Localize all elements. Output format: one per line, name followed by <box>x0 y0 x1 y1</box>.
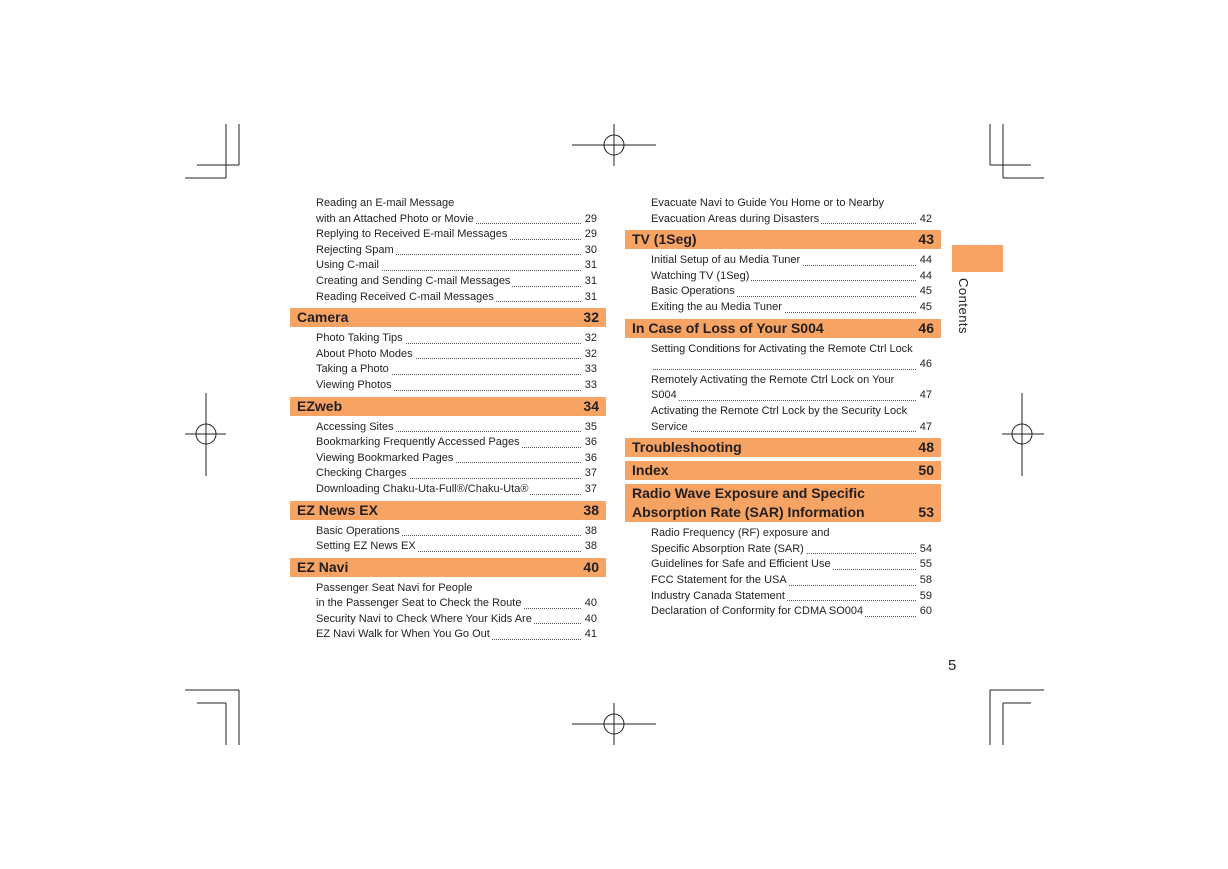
toc-entry[interactable] <box>625 542 941 558</box>
section-title: TV (1Seg) <box>632 231 697 248</box>
entry-title: Basic Operations <box>316 524 400 537</box>
chapter-tab <box>952 245 1003 272</box>
section-page-number: 53 <box>918 504 934 521</box>
section-page-number: 34 <box>583 397 599 414</box>
entry-page-number: 58 <box>917 573 932 589</box>
entry-title: Activating the Remote Ctrl Lock by the Security Lock <box>651 404 908 417</box>
toc-section-heading[interactable] <box>290 558 606 577</box>
entry-title: Rejecting Spam <box>316 243 394 256</box>
toc-entry[interactable] <box>625 573 941 589</box>
section-title: Troubleshooting <box>632 439 742 456</box>
entry-title: Guidelines for Safe and Efficient Use <box>651 558 831 571</box>
section-title: Index <box>632 462 669 479</box>
toc-entry[interactable] <box>625 420 941 436</box>
toc-entry[interactable] <box>290 378 606 394</box>
toc-entry-line <box>290 196 606 212</box>
toc-entry[interactable] <box>290 227 606 243</box>
toc-section-heading[interactable] <box>625 484 941 522</box>
entry-title: Creating and Sending C-mail Messages <box>316 274 511 287</box>
section-page-number: 43 <box>918 231 934 248</box>
toc-entry[interactable] <box>625 300 941 316</box>
toc-entry[interactable] <box>625 212 941 228</box>
toc-right-column <box>625 196 941 620</box>
section-page-number: 40 <box>583 558 599 575</box>
entry-page-number: 32 <box>582 331 597 347</box>
toc-entry[interactable] <box>625 388 941 404</box>
toc-entry[interactable] <box>290 539 606 555</box>
entry-title: Viewing Bookmarked Pages <box>316 451 454 464</box>
toc-entry-group <box>625 342 941 436</box>
entry-page-number: 45 <box>917 284 932 300</box>
entry-title: Viewing Photos <box>316 378 392 391</box>
toc-entry-group <box>625 526 941 620</box>
toc-entry[interactable] <box>290 331 606 347</box>
entry-page-number: 29 <box>582 227 597 243</box>
entry-page-number: 60 <box>917 604 932 620</box>
entry-title: S004 <box>651 389 677 402</box>
toc-entry-group <box>290 420 606 498</box>
dot-leader <box>651 431 932 432</box>
toc-entry[interactable] <box>290 290 606 306</box>
toc-entry-line <box>625 526 941 542</box>
toc-entry[interactable] <box>290 612 606 628</box>
toc-entry-line <box>625 196 941 212</box>
entry-title: FCC Statement for the USA <box>651 573 787 586</box>
entry-title: Replying to Received E-mail Messages <box>316 228 508 241</box>
entry-title: Security Navi to Check Where Your Kids Are <box>316 612 532 625</box>
toc-entry[interactable] <box>290 258 606 274</box>
dot-leader <box>651 369 932 370</box>
toc-entry-line <box>625 373 941 389</box>
entry-page-number: 37 <box>582 466 597 482</box>
entry-page-number: 38 <box>582 524 597 540</box>
entry-page-number: 45 <box>917 300 932 316</box>
entry-title: with an Attached Photo or Movie <box>316 212 474 225</box>
toc-entry[interactable] <box>290 524 606 540</box>
toc-entry-group <box>625 253 941 315</box>
toc-entry[interactable] <box>290 212 606 228</box>
entry-page-number: 40 <box>582 596 597 612</box>
toc-entry-line <box>290 581 606 597</box>
entry-page-number: 42 <box>917 212 932 228</box>
toc-section-heading[interactable] <box>290 501 606 520</box>
entry-title: in the Passenger Seat to Check the Route <box>316 597 522 610</box>
entry-page-number: 44 <box>917 253 932 269</box>
entry-page-number: 37 <box>582 482 597 498</box>
toc-entry[interactable] <box>290 451 606 467</box>
toc-entry[interactable] <box>625 589 941 605</box>
section-title: Radio Wave Exposure and Specific Absorption Rate (SAR) Information <box>632 485 865 521</box>
entry-page-number: 32 <box>582 347 597 363</box>
entry-page-number: 38 <box>582 539 597 555</box>
entry-title: Initial Setup of au Media Tuner <box>651 254 801 267</box>
section-page-number: 38 <box>583 501 599 518</box>
entry-title: Photo Taking Tips <box>316 332 403 345</box>
toc-entry-group <box>290 196 606 305</box>
entry-title: Industry Canada Statement <box>651 589 785 602</box>
entry-title: Setting EZ News EX <box>316 540 416 553</box>
entry-title: Declaration of Conformity for CDMA SO004 <box>651 605 864 618</box>
toc-section-heading[interactable] <box>290 308 606 327</box>
entry-title: Bookmarking Frequently Accessed Pages <box>316 436 520 449</box>
toc-section-heading[interactable] <box>625 230 941 249</box>
section-title: EZ News EX <box>297 501 378 518</box>
entry-page-number: 35 <box>582 420 597 436</box>
toc-entry[interactable] <box>625 604 941 620</box>
toc-entry-line <box>625 342 941 358</box>
entry-title: Service <box>651 420 688 433</box>
toc-entry[interactable] <box>290 243 606 259</box>
entry-title: EZ Navi Walk for When You Go Out <box>316 628 490 641</box>
entry-page-number: 54 <box>917 542 932 558</box>
dot-leader <box>651 400 932 401</box>
entry-title: Reading an E-mail Message <box>316 197 455 209</box>
entry-title: Radio Frequency (RF) exposure and <box>651 527 830 540</box>
entry-title: Specific Absorption Rate (SAR) <box>651 542 804 555</box>
entry-page-number: 36 <box>582 451 597 467</box>
toc-section-heading[interactable] <box>625 438 941 457</box>
entry-title: Remotely Activating the Remote Ctrl Lock on Your <box>651 373 895 386</box>
toc-entry[interactable] <box>290 274 606 290</box>
section-page-number: 48 <box>918 439 934 456</box>
entry-title: Using C-mail <box>316 259 379 272</box>
entry-title: Accessing Sites <box>316 420 394 433</box>
toc-entry-group <box>290 524 606 555</box>
toc-entry-group <box>290 581 606 643</box>
toc-entry[interactable] <box>625 557 941 573</box>
page-number: 5 <box>948 657 957 674</box>
entry-title: Downloading Chaku-Uta-Full®/Chaku-Uta® <box>316 482 529 495</box>
entry-page-number: 41 <box>582 627 597 643</box>
toc-entry[interactable] <box>290 420 606 436</box>
entry-page-number: 36 <box>582 435 597 451</box>
toc-entry[interactable] <box>625 269 941 285</box>
toc-entry[interactable] <box>290 362 606 378</box>
entry-title: Evacuate Navi to Guide You Home or to Nearby <box>651 197 884 209</box>
entry-page-number: 30 <box>582 243 597 259</box>
toc-entry[interactable] <box>625 253 941 269</box>
entry-page-number: 33 <box>582 362 597 378</box>
toc-entry[interactable] <box>290 435 606 451</box>
toc-entry[interactable] <box>625 357 941 373</box>
entry-page-number: 31 <box>582 290 597 306</box>
entry-title: Checking Charges <box>316 467 407 480</box>
entry-title: Setting Conditions for Activating the Remote Ctrl Lock <box>651 342 913 355</box>
toc-entry[interactable] <box>290 347 606 363</box>
entry-page-number: 31 <box>582 274 597 290</box>
entry-page-number: 59 <box>917 589 932 605</box>
entry-title: Evacuation Areas during Disasters <box>651 212 820 225</box>
toc-section-heading[interactable] <box>290 397 606 416</box>
chapter-tab-label: Contents <box>956 278 971 335</box>
section-page-number: 50 <box>918 462 934 479</box>
toc-section-heading[interactable] <box>625 319 941 338</box>
entry-page-number: 47 <box>917 420 932 436</box>
entry-title <box>651 358 653 370</box>
entry-title: Passenger Seat Navi for People <box>316 581 473 594</box>
entry-page-number: 44 <box>917 269 932 285</box>
toc-entry[interactable] <box>290 466 606 482</box>
section-title: EZ Navi <box>297 558 349 575</box>
entry-title: Basic Operations <box>651 285 735 298</box>
entry-page-number: 55 <box>917 557 932 573</box>
toc-entry-group <box>625 196 941 227</box>
section-title: EZweb <box>297 397 343 414</box>
section-title: Camera <box>297 309 349 326</box>
section-page-number: 32 <box>583 309 599 326</box>
toc-entry[interactable] <box>625 284 941 300</box>
entry-page-number: 29 <box>582 212 597 228</box>
toc-section-heading[interactable] <box>625 461 941 480</box>
entry-title: Taking a Photo <box>316 363 389 376</box>
entry-page-number: 46 <box>917 357 932 373</box>
entry-page-number: 47 <box>917 388 932 404</box>
toc-entry[interactable] <box>290 482 606 498</box>
entry-title: Exiting the au Media Tuner <box>651 300 782 313</box>
toc-left-column <box>290 196 606 643</box>
entry-title: About Photo Modes <box>316 347 413 360</box>
entry-title: Reading Received C-mail Messages <box>316 290 494 303</box>
toc-entry[interactable] <box>290 627 606 643</box>
section-title: In Case of Loss of Your S004 <box>632 319 824 336</box>
entry-title: Watching TV (1Seg) <box>651 269 750 282</box>
toc-entry-group <box>290 331 606 393</box>
entry-page-number: 40 <box>582 612 597 628</box>
toc-entry-line <box>625 404 941 420</box>
toc-entry[interactable] <box>290 596 606 612</box>
entry-page-number: 31 <box>582 258 597 274</box>
entry-page-number: 33 <box>582 378 597 394</box>
section-page-number: 46 <box>918 319 934 336</box>
